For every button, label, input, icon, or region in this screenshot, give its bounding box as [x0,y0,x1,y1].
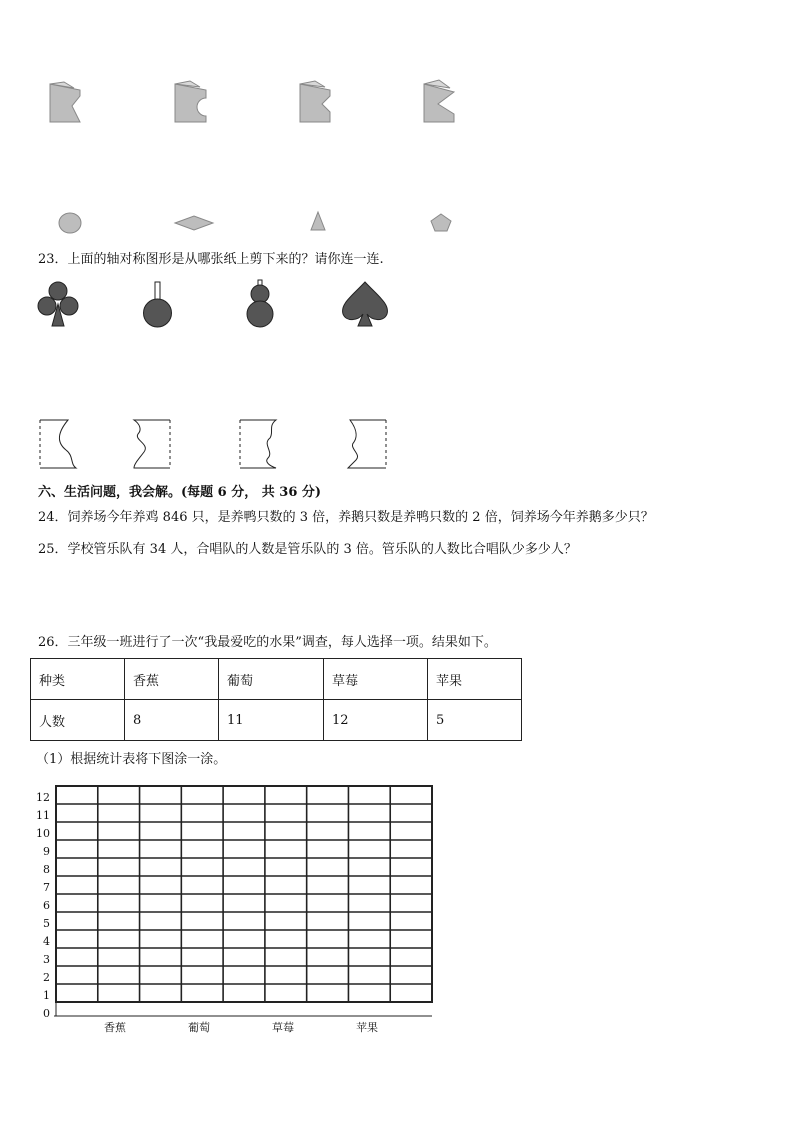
y-tick-label: 4 [43,935,50,948]
y-tick-label: 5 [43,917,50,930]
table-row [31,659,522,700]
y-tick-label: 3 [43,953,50,966]
y-tick-label: 11 [36,809,50,822]
table-cell: 苹果 [428,659,522,700]
question-26-part-1: （1）根据统计表将下图涂一涂。 [36,752,227,767]
paper-outline-4 [348,420,386,468]
folded-paper-2 [175,81,206,122]
folded-paper-3 [300,81,330,122]
x-category-label: 香蕉 [104,1021,126,1034]
x-category-label: 葡萄 [188,1021,210,1034]
table-row [31,700,522,741]
triangle-shape [311,212,325,230]
y-tick-label: 8 [43,863,50,876]
pentagon-shape [431,214,451,231]
table-cell: 葡萄 [219,659,324,700]
x-category-label: 苹果 [356,1021,378,1034]
table-cell: 草莓 [324,659,428,700]
paper-outline-1 [40,420,76,468]
y-tick-label: 7 [43,881,50,894]
gourd-figure [247,280,273,327]
x-category-label: 草莓 [272,1021,294,1034]
question-25: 25．学校管乐队有 34 人，合唱队的人数是管乐队的 3 倍。管乐队的人数比合唱队少多少人？ [38,542,577,557]
y-tick-label: 9 [43,845,50,858]
bottle-figure [144,282,172,327]
folded-paper-row [40,74,480,134]
paper-outline-2 [134,420,170,468]
folded-paper-1 [50,82,80,122]
question-23: 23．上面的轴对称图形是从哪张纸上剪下来的？请你连一连. [38,252,384,267]
symmetric-figures-row [30,278,430,333]
section-6-title: 六、生活问题，我会解。(每题 6 分， 共 36 分) [38,485,322,500]
bar-chart [30,780,440,1040]
question-24: 24．饲养场今年养鸡 846 只，是养鸭只数的 3 倍，养鹅只数是养鸭只数的 2 倍，饲养场今年养鹅多少只？ [38,510,654,525]
circle-shape [59,213,81,233]
table-cell: 香蕉 [125,659,219,700]
y-tick-label: 2 [43,971,50,984]
spade-figure [343,282,388,326]
y-tick-label: 12 [36,791,50,804]
club-figure [38,282,78,326]
y-tick-label: 1 [43,989,50,1002]
folded-paper-4 [424,80,454,122]
table-cell: 8 [125,700,219,741]
table-cell: 5 [428,700,522,741]
paper-outline-3 [240,420,276,468]
paper-outlines-row [30,412,430,474]
table-cell: 种类 [31,659,125,700]
y-tick-label: 6 [43,899,50,912]
table-cell: 12 [324,700,428,741]
chart-grid [54,784,436,1020]
table-cell: 11 [219,700,324,741]
cutout-shapes-row [40,208,480,238]
question-26: 26．三年级一班进行了一次“我最爱吃的水果”调查，每人选择一项。结果如下。 [38,635,497,650]
diamond-shape [175,216,213,230]
y-tick-label: 0 [43,1007,50,1020]
fruit-survey-table [30,658,522,741]
table-cell: 人数 [31,700,125,741]
y-tick-label: 10 [36,827,50,840]
